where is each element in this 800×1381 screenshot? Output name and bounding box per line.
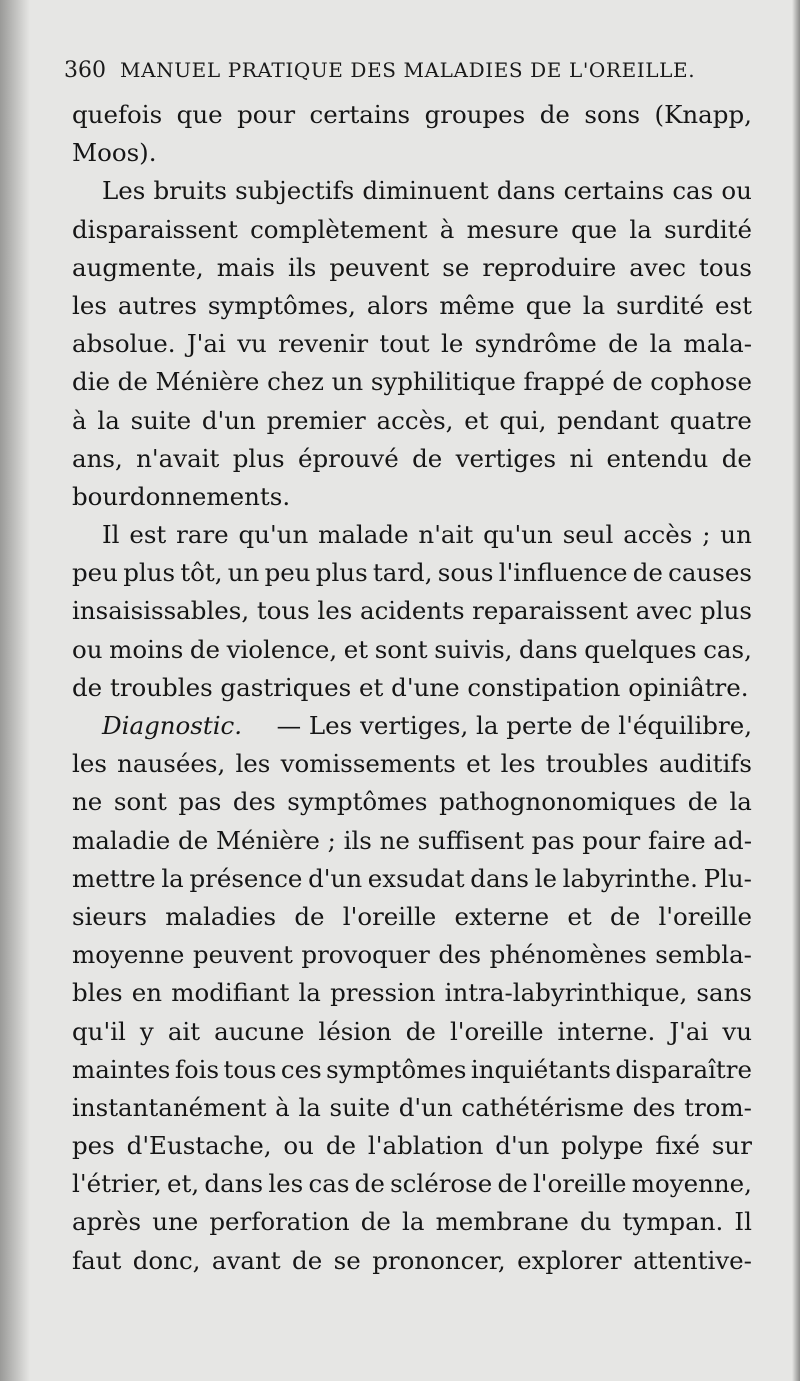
- text-line: bourdonnements.: [72, 481, 291, 511]
- word: insaisissables,: [72, 596, 250, 626]
- text-line: [72, 1242, 752, 1280]
- running-title: MANUEL PRATIQUE DES MALADIES DE L'OREILLE.: [120, 58, 696, 82]
- word: moins: [109, 634, 184, 664]
- word: quelques: [584, 634, 697, 664]
- word: symptômes: [326, 1054, 467, 1084]
- word: sieurs: [72, 901, 147, 931]
- word: ils: [343, 825, 372, 855]
- word: sous: [437, 558, 494, 588]
- text-line: [72, 860, 752, 898]
- word: sont: [374, 634, 428, 664]
- word: à: [439, 214, 455, 244]
- word: ;: [327, 825, 336, 855]
- word: tympan.: [622, 1207, 724, 1237]
- word: des: [438, 940, 482, 970]
- word: causes: [668, 558, 752, 588]
- word: l'ablation: [367, 1131, 484, 1161]
- word: ne: [379, 825, 410, 855]
- word: faire: [647, 825, 706, 855]
- word: que: [571, 214, 618, 244]
- word: symptômes: [287, 787, 428, 817]
- word: de: [721, 443, 752, 473]
- word: des: [632, 1092, 676, 1122]
- word: la: [729, 787, 752, 817]
- word: subjectifs: [235, 176, 355, 206]
- text-line: [72, 440, 752, 478]
- word: tous: [256, 596, 310, 626]
- word: la: [298, 978, 321, 1008]
- word: l'oreille: [532, 1169, 627, 1199]
- word: y: [139, 1016, 154, 1046]
- word: plus: [123, 558, 176, 588]
- word: un: [227, 558, 260, 588]
- word: interne.: [557, 1016, 656, 1046]
- word: l'oreille: [658, 901, 752, 931]
- word: des: [232, 787, 276, 817]
- word: tout: [379, 329, 430, 359]
- text-line: [72, 936, 752, 974]
- word: la: [582, 290, 606, 320]
- text-line: [72, 1203, 752, 1241]
- word: mais: [216, 252, 275, 282]
- word: syphilitique: [370, 367, 516, 397]
- word: vertiges: [455, 443, 557, 473]
- word: tous: [223, 1054, 277, 1084]
- text-line: [72, 1127, 752, 1165]
- word: J'ai: [669, 1016, 709, 1046]
- word: peu: [264, 558, 311, 588]
- word: les: [500, 749, 536, 779]
- word: sans: [696, 978, 752, 1008]
- word: à: [72, 405, 87, 435]
- word: Plu-: [703, 863, 752, 893]
- word: alors: [366, 290, 429, 320]
- word: violence,: [226, 634, 338, 664]
- word: les: [72, 290, 107, 320]
- word: sclérose: [390, 1169, 493, 1199]
- word: l'oreille: [449, 1016, 544, 1046]
- word: plus: [315, 558, 368, 588]
- text-line: [72, 974, 752, 1012]
- text-line: [72, 1051, 752, 1089]
- word: disparaissent: [72, 214, 238, 244]
- word: Les: [102, 176, 146, 206]
- word: phénomènes: [489, 940, 647, 970]
- word: de: [294, 901, 325, 931]
- word: surdité: [616, 290, 705, 320]
- word: cas: [672, 176, 714, 206]
- word: frappé: [523, 367, 605, 397]
- word: se: [333, 1245, 361, 1275]
- text-line: [72, 1165, 752, 1203]
- word: de: [189, 634, 221, 664]
- text-line: [72, 822, 752, 860]
- word: exsudat: [367, 863, 465, 893]
- text-line: [72, 592, 752, 630]
- word: plus: [700, 596, 752, 626]
- word: acidents: [359, 596, 465, 626]
- word: est: [715, 290, 752, 320]
- word: modifiant: [171, 978, 290, 1008]
- text-line: [72, 363, 752, 401]
- word: explorer: [517, 1245, 622, 1275]
- word: vu: [237, 329, 267, 359]
- word: sons: [584, 100, 641, 129]
- word: d'un: [201, 405, 256, 435]
- word: absolue.: [72, 329, 176, 359]
- word: provoquer: [301, 940, 430, 970]
- text-line: [72, 96, 752, 134]
- word: troubles: [545, 749, 649, 779]
- word: inquiétants: [470, 1054, 611, 1084]
- word: de: [354, 1169, 385, 1199]
- word: de: [687, 787, 718, 817]
- word: le: [440, 329, 464, 359]
- word: peuvent: [329, 252, 430, 282]
- word: syndrôme: [474, 329, 597, 359]
- word: pas: [178, 787, 222, 817]
- word: d'un: [308, 863, 363, 893]
- word: bles: [72, 978, 123, 1008]
- word: que: [176, 100, 223, 129]
- word: la: [298, 1092, 321, 1122]
- word: instantanément: [72, 1092, 267, 1122]
- word: avec: [629, 252, 686, 282]
- word: quefois: [72, 100, 163, 129]
- word: trom-: [684, 1092, 752, 1122]
- page-header: [64, 58, 744, 92]
- word: tôt,: [180, 558, 223, 588]
- word: maintes: [72, 1054, 171, 1084]
- word: fois: [174, 1054, 220, 1084]
- text-line: [72, 898, 752, 936]
- word: maladie: [72, 825, 171, 855]
- word: Ménière: [155, 367, 260, 397]
- word: chez: [267, 367, 324, 397]
- word: pendant: [557, 405, 660, 435]
- word: intra-labyrinthique,: [444, 978, 688, 1008]
- text-line: [72, 325, 752, 363]
- word: l'oreille: [342, 901, 437, 931]
- word: pour: [237, 100, 296, 129]
- text-line: [72, 1013, 752, 1051]
- text-line: [72, 745, 752, 783]
- text-line: [72, 631, 752, 669]
- word: de: [405, 1016, 436, 1046]
- word: une: [152, 1207, 199, 1237]
- word: les: [235, 749, 271, 779]
- word: l'étrier,: [72, 1169, 162, 1199]
- word: nausées,: [117, 749, 226, 779]
- word: à: [275, 1092, 290, 1122]
- word: vu: [722, 1016, 752, 1046]
- word: d'Eustache,: [126, 1131, 272, 1161]
- word: suivis,: [434, 634, 513, 664]
- word: perforation: [209, 1207, 350, 1237]
- word: de: [325, 1131, 357, 1161]
- word: surdité: [664, 214, 752, 244]
- word: accès: [623, 520, 693, 550]
- text-line: [72, 402, 752, 440]
- word: certains: [563, 176, 665, 206]
- word: qui,: [499, 405, 547, 435]
- word: cophose: [650, 367, 752, 397]
- word: du: [579, 1207, 612, 1237]
- word: dans: [519, 634, 578, 664]
- word: ans,: [72, 443, 123, 473]
- word: qu'un: [483, 520, 553, 550]
- word: dans: [204, 1169, 264, 1199]
- word: sur: [711, 1131, 752, 1161]
- body-text: [72, 96, 752, 1280]
- word: et: [464, 405, 489, 435]
- word: cas: [308, 1169, 350, 1199]
- text-line: [72, 516, 752, 554]
- word: le: [534, 863, 557, 893]
- word: que: [525, 290, 572, 320]
- word: ces: [280, 1054, 322, 1084]
- word: suite: [130, 405, 192, 435]
- word: malade: [318, 520, 409, 550]
- word: Il: [734, 1207, 752, 1237]
- word: aucune: [214, 1016, 305, 1046]
- word: de: [539, 100, 570, 129]
- word: reproduire: [482, 252, 617, 282]
- text-line: Moos).: [72, 138, 157, 168]
- word: ou: [721, 176, 752, 206]
- word: pression: [330, 978, 436, 1008]
- word: donc,: [132, 1245, 201, 1275]
- word: de: [497, 1169, 528, 1199]
- word: de: [608, 329, 639, 359]
- word: les: [268, 1169, 304, 1199]
- word: Il: [102, 520, 120, 550]
- word: cas,: [703, 634, 752, 664]
- word: mesure: [466, 214, 559, 244]
- word: polype: [561, 1131, 644, 1161]
- word: et: [466, 749, 491, 779]
- word: membrane: [435, 1207, 569, 1237]
- word: de: [360, 1207, 391, 1237]
- word: attentive-: [633, 1245, 752, 1275]
- word: faut: [72, 1245, 122, 1275]
- word: de: [612, 367, 643, 397]
- word: avant: [211, 1245, 281, 1275]
- word: la: [629, 214, 652, 244]
- word: dans: [470, 863, 529, 893]
- word: fixé: [655, 1131, 700, 1161]
- text-line: [72, 287, 752, 325]
- word: pathognonomiques: [439, 787, 677, 817]
- text-line: [72, 554, 752, 592]
- word: ni: [569, 443, 594, 473]
- word: vomissements: [280, 749, 456, 779]
- word: certains: [309, 100, 411, 129]
- text-line: [72, 249, 752, 287]
- word: plus: [232, 443, 285, 473]
- word: J'ai: [186, 329, 226, 359]
- word: revenir: [278, 329, 369, 359]
- word: cathétérisme: [461, 1092, 625, 1122]
- word: est: [129, 520, 167, 550]
- word: peuvent: [192, 940, 293, 970]
- word: Ménière: [215, 825, 320, 855]
- text-line-rest: — Les vertiges, la perte de l'équilibre,: [276, 711, 752, 740]
- word: d'un: [495, 1131, 550, 1161]
- word: mala-: [683, 329, 752, 359]
- word: d'un: [398, 1092, 453, 1122]
- word: ;: [702, 520, 711, 550]
- word: labyrinthe.: [562, 863, 698, 893]
- word: avec: [635, 596, 693, 626]
- word: après: [72, 1207, 142, 1237]
- text-line: [72, 1089, 752, 1127]
- word: de: [412, 443, 443, 473]
- word: qu'il: [72, 1016, 126, 1046]
- word: dans: [496, 176, 556, 206]
- word: auditifs: [658, 749, 752, 779]
- word: pour: [582, 825, 641, 855]
- word: la: [649, 329, 673, 359]
- word: ils: [288, 252, 317, 282]
- word: suffisent: [417, 825, 524, 855]
- word: de: [632, 558, 663, 588]
- word: groupes: [424, 100, 526, 129]
- word: suite: [329, 1092, 391, 1122]
- word: disparaître: [615, 1054, 752, 1084]
- word: lésion: [318, 1016, 392, 1046]
- word: tard,: [372, 558, 433, 588]
- word: mettre: [72, 863, 156, 893]
- word: complètement: [250, 214, 428, 244]
- text-line-with-heading: [72, 707, 752, 745]
- word: ait: [167, 1016, 201, 1046]
- word: augmente,: [72, 252, 204, 282]
- word: les: [317, 596, 353, 626]
- word: de: [610, 901, 641, 931]
- word: la: [97, 405, 120, 435]
- word: bruits: [153, 176, 227, 206]
- word: ou: [283, 1131, 314, 1161]
- section-heading-diagnostic: Diagnostic.: [102, 711, 243, 740]
- text-line: [72, 783, 752, 821]
- word: de: [117, 367, 148, 397]
- word: pas: [531, 825, 575, 855]
- word: reparaissent: [472, 596, 629, 626]
- word: présence: [189, 863, 303, 893]
- text-line: de troubles gastriques et d'une constipation opiniâtre.: [72, 672, 749, 702]
- word: symptômes,: [207, 290, 356, 320]
- word: éprouvé: [297, 443, 399, 473]
- word: quatre: [669, 405, 752, 435]
- text-line: [72, 211, 752, 249]
- word: externe: [454, 901, 550, 931]
- word: la: [161, 863, 184, 893]
- word: pes: [72, 1131, 115, 1161]
- word: rare: [176, 520, 229, 550]
- word: die: [72, 367, 111, 397]
- word: ad-: [713, 825, 752, 855]
- word: l'influence: [498, 558, 628, 588]
- word: premier: [266, 405, 366, 435]
- word: accès,: [376, 405, 454, 435]
- page-number: 360: [64, 58, 106, 83]
- word: peu: [72, 558, 118, 588]
- word: les: [72, 749, 107, 779]
- word: un: [720, 520, 752, 550]
- word: un: [331, 367, 364, 397]
- text-line: [72, 172, 752, 210]
- word: la: [402, 1207, 425, 1237]
- word: maladies: [165, 901, 277, 931]
- word: moyenne,: [631, 1169, 752, 1199]
- word: autres: [117, 290, 197, 320]
- word: de: [178, 825, 209, 855]
- word: et: [343, 634, 369, 664]
- word: de: [292, 1245, 323, 1275]
- word: moyenne: [72, 940, 185, 970]
- word: n'ait: [418, 520, 474, 550]
- word: et: [567, 901, 592, 931]
- word: sembla-: [655, 940, 752, 970]
- word: se: [442, 252, 470, 282]
- word: qu'un: [238, 520, 309, 550]
- word: n'avait: [136, 443, 220, 473]
- word: ne: [72, 787, 103, 817]
- word: ou: [72, 634, 103, 664]
- word: diminuent: [362, 176, 489, 206]
- word: prononcer,: [372, 1245, 506, 1275]
- word: entendu: [606, 443, 709, 473]
- word: tous: [699, 252, 752, 282]
- word: même: [439, 290, 515, 320]
- word: en: [131, 978, 163, 1008]
- word: et,: [167, 1169, 200, 1199]
- word: seul: [562, 520, 614, 550]
- word: (Knapp,: [654, 100, 752, 129]
- word: sont: [113, 787, 167, 817]
